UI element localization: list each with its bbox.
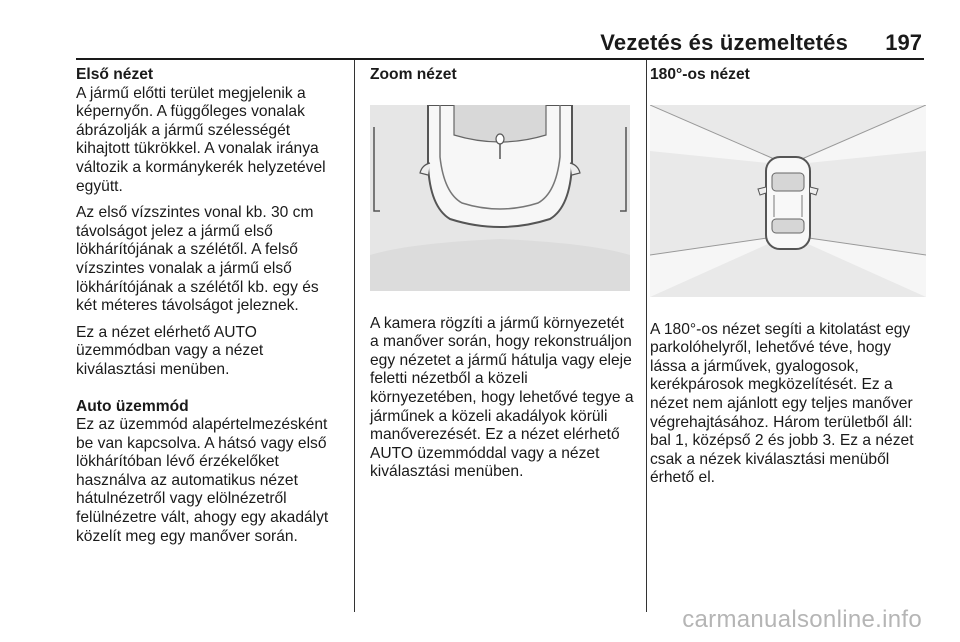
paragraph: Az első vízszintes vonal kb. 30 cm távolságot jelez a jármű első lökhárítójának a szélétől. A felső vízszintes vonalak a jármű első lökhárítójának a szélétől kb. egy és két méteres távolságot jeleznek. xyxy=(76,204,319,315)
watermark: carmanualsonline.info xyxy=(682,606,922,633)
column-1 xyxy=(76,66,340,554)
page-number: 197 xyxy=(885,30,922,55)
section-heading-front-view: Első nézet xyxy=(76,66,154,83)
column-2 xyxy=(370,66,636,490)
header-title: Vezetés és üzemeltetés xyxy=(600,30,848,55)
paragraph: A kamera rögzíti a jármű környezetét a manőver során, hogy rekonstruáljon egy nézetet a jármű hátulja vagy eleje feletti nézetből a közeli környezetében, hogy lehetővé tegye a járműnek a közeli akadályok körüli manőverezését. Ez a nézet elérhető AUTO üzemmóddal vagy a nézet kiválasztási menüben. xyxy=(370,314,634,481)
section-heading-zoom-view: Zoom nézet xyxy=(370,66,457,83)
section-heading-auto-mode: Auto üzemmód xyxy=(76,397,189,415)
section-heading-180-view: 180°-os nézet xyxy=(650,66,750,83)
column-divider-1 xyxy=(354,60,355,612)
car-top-zoom-icon xyxy=(370,105,630,291)
zoom-view-illustration xyxy=(370,105,630,291)
180-view-illustration xyxy=(650,105,926,297)
column-divider-2 xyxy=(646,60,647,612)
header-rule xyxy=(76,58,924,60)
paragraph: Ez a nézet elérhető AUTO üzemmódban vagy a nézet kiválasztási menüben. xyxy=(76,323,264,378)
car-top-180-icon xyxy=(650,105,926,297)
page-header xyxy=(0,0,960,56)
column-3 xyxy=(650,66,930,496)
paragraph: A jármű előtti terület megjelenik a képernyőn. A függőleges vonalak ábrázolják a jármű szélességét kihajtott tükrökkel. A vonalak iránya változik a kormánykerék helyzetével együtt. xyxy=(76,84,326,195)
paragraph: Ez az üzemmód alapértelmezésként be van kapcsolva. A hátsó vagy első lökhárítóban lévő érzékelőket használva az automatikus nézet hátulnézetről vagy elölnézetről felülnézetre vált, ahogy egy akadályt közelít meg egy manőver során. xyxy=(76,416,329,545)
paragraph: A 180°-os nézet segíti a kitolatást egy parkolóhelyről, lehetővé téve, hogy lássa a járművek, gyalogosok, kerékpárosok megközelítését. Ez a nézet nem ajánlott egy teljes manőver végrehajtásához. Három területből áll: bal 1, középső 2 és jobb 3. Ez a nézet csak a nézek kiválasztási menüből érhető el. xyxy=(650,320,914,487)
